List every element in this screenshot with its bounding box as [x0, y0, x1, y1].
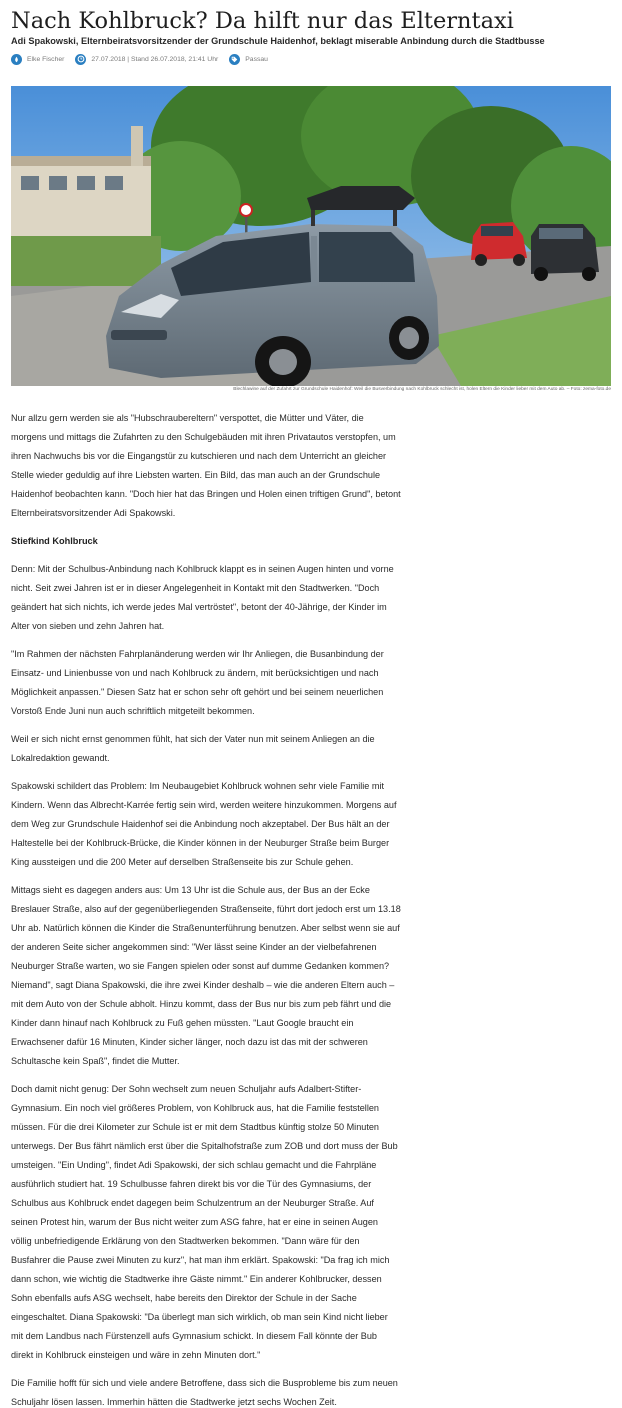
- article-paragraph: Doch damit nicht genug: Der Sohn wechselt zum neuen Schuljahr aufs Adalbert-Stifter-Gymnasium. Ein noch viel größeres Problem, von Kohlbruck aus, hat die Familie feststellen müssen. Für die drei Kilometer zur Schule ist er mit dem Stadtbus künftig stolze 50 Minuten unterwegs. Der Bus fährt nämlich erst über die Spitalhofstraße zum ZOB und dort muss der Bub umsteigen. "Ein Unding", findet Adi Spakowski, der sich schlau gemacht und die Fahrpläne ausführlich studiert hat. 19 Schulbusse fahren direkt bis vor die Tür des Gymnasiums, der Schulbus aus Kohlbruck endet dagegen beim Schulzentrum an der Neuburger Straße. Auf seinen Protest hin, warum der Bus nicht weiter zum ASG fahre, hat er eine in seinen Augen völlig unbefriedigende Erklärung von den Stadtwerken bekommen. "Dann wäre für den Busfahrer die Pause zwei Minuten zu kurz", hat man ihm erklärt. Spakowski: "Da frag ich mich dann schon, wie wichtig die Stadtwerke ihre Gäste nimmt." Ein anderer Kohlbrucker, dessen Sohn ebenfalls aufs ASG wechselt, habe bereits den Direktor der Schule in der Sache eingeschaltet. Diana Spakowski: "Da überlegt man sich wirklich, ob man sein Kind nicht lieber mit dem Landbus nach Fürstenzell aufs Gymnasium schickt. In diesem Fall könnte der Bub direkt in Kohlbruck einsteigen und wäre in zehn Minuten dort.": [11, 1084, 398, 1360]
- article-paragraph: Nur allzu gern werden sie als "Hubschraubereltern" verspottet, die Mütter und Väter, die morgens und mittags die Zufahrten zu den Schulgebäuden mit ihren Privatautos verstopfen, um ihren Nachwuchs bis vor die Eingangstür zu kutschieren und nach dem Unterricht an gleicher Stelle wieder geduldig auf ihre Liebsten warten. Ein Bild, das man auch an der Grundschule Haidenhof beobachten kann. "Doch hier hat das Bringen und Holen einen triftigen Grund", betont Elternbeiratsvorsitzender Adi Spakowski.: [11, 413, 401, 518]
- article-meta: [11, 52, 279, 66]
- article-title: Nach Kohlbruck? Da hilft nur das Elterntaxi: [11, 8, 514, 34]
- author-pen-icon: [11, 54, 22, 65]
- section-heading: Stiefkind Kohlbruck: [11, 536, 98, 546]
- tag-icon: [229, 54, 240, 65]
- article-body: [11, 409, 401, 1408]
- location-meta[interactable]: [229, 54, 268, 65]
- publish-date: 27.07.2018 | Stand 26.07.2018, 21:41 Uhr: [91, 55, 219, 63]
- article-paragraph: "Im Rahmen der nächsten Fahrplanänderung werden wir Ihr Anliegen, die Busanbindung der Einsatz- und Linienbusse von und nach Kohlbruck zu ändern, mit berücksichtigen und nach Möglichkeit anpassen." Diesen Satz hat er schon sehr oft gehört und bei seinem neuerlichen Vorstoß Ende Juni nun auch schriftlich mitgeteilt bekommen.: [11, 649, 384, 716]
- author-meta[interactable]: [11, 54, 64, 65]
- article-paragraph: Spakowski schildert das Problem: Im Neubaugebiet Kohlbruck wohnen sehr viele Familie mit Kindern. Wenn das Albrecht-Karrée fertig sein wird, werden weitere hinzukommen. Morgens auf dem Weg zur Grundschule Haidenhof sei die Anbindung noch akzeptabel. Der Bus hält an der Haltestelle bei der Kohlbruck-Brücke, die Kinder können in der Neuburger Straße beim Burger King aussteigen und die 200 Meter auf derselben Straßenseite bis zur Schule gehen.: [11, 781, 397, 867]
- article-paragraph: Mittags sieht es dagegen anders aus: Um 13 Uhr ist die Schule aus, der Bus an der Ecke Breslauer Straße, also auf der gegenüberliegenden Straßenseite, führt dort jedoch erst um 13.18 Uhr ab. Natürlich können die Kinder die Straßenunterführung benutzen. Aber selbst wenn sie auf der anderen Seite sicher angekommen sind: "Wer lässt seine Kinder an der vielbefahrenen Neuburger Straße warten, wo sie Fangen spielen oder sonst auf dumme Gedanken kommen? Niemand", sagt Diana Spakowski, die ihre zwei Kinder deshalb – wie die anderen Eltern auch – mit dem Auto von der Schule abholt. Hinzu kommt, dass der Bus nur bis zum peb fährt und die Kinder dann hinauf nach Kohlbruck zu Fuß gehen müssten. "Laut Google braucht ein Erwachsener dafür 16 Minuten, Kinder sicher länger, noch dazu ist das mit der schweren Schultasche kein Spaß", findet die Mutter.: [11, 885, 401, 1066]
- article-paragraph: Die Familie hofft für sich und viele andere Betroffene, dass sich die Busprobleme bis zum neuen Schuljahr lösen lassen. Immerhin hätten die Stadtwerke jetzt sechs Wochen Zeit.: [11, 1378, 398, 1407]
- article-photo: [11, 86, 611, 386]
- photo-caption: Blechlawine auf der Zufahrt zur Grundschule Haidenhof: Weil die Busverbindung nach Kohlbruck schlecht ist, holen Eltern die Kinder lieber mit dem Auto ab. – Foto: zema-foto.de: [233, 387, 611, 392]
- author-name[interactable]: Elke Fischer: [27, 55, 65, 63]
- article-paragraph: Denn: Mit der Schulbus-Anbindung nach Kohlbruck klappt es in seinen Augen hinten und vorne nicht. Seit zwei Jahren ist er in dieser Angelegenheit in Kontakt mit den Stadtwerken. "Doch geändert hat sich nichts, ich werde jedes Mal vertröstet", betont der 40-Jährige, der Kinder im Alter von sieben und zehn Jahren hat.: [11, 564, 394, 631]
- article-subtitle: Adi Spakowski, Elternbeiratsvorsitzender der Grundschule Haidenhof, beklagt miserable Anbindung durch die Stadtbusse: [11, 36, 545, 46]
- clock-icon: [75, 54, 86, 65]
- location-tag[interactable]: Passau: [245, 55, 268, 63]
- article-paragraph: Weil er sich nicht ernst genommen fühlt, hat sich der Vater nun mit seinem Anliegen an die Lokalredaktion gewandt.: [11, 734, 375, 763]
- body-paragraphs: [11, 560, 401, 1408]
- intro-paragraphs: [11, 409, 401, 523]
- photo-illustration: [11, 86, 611, 386]
- date-meta: [75, 54, 218, 65]
